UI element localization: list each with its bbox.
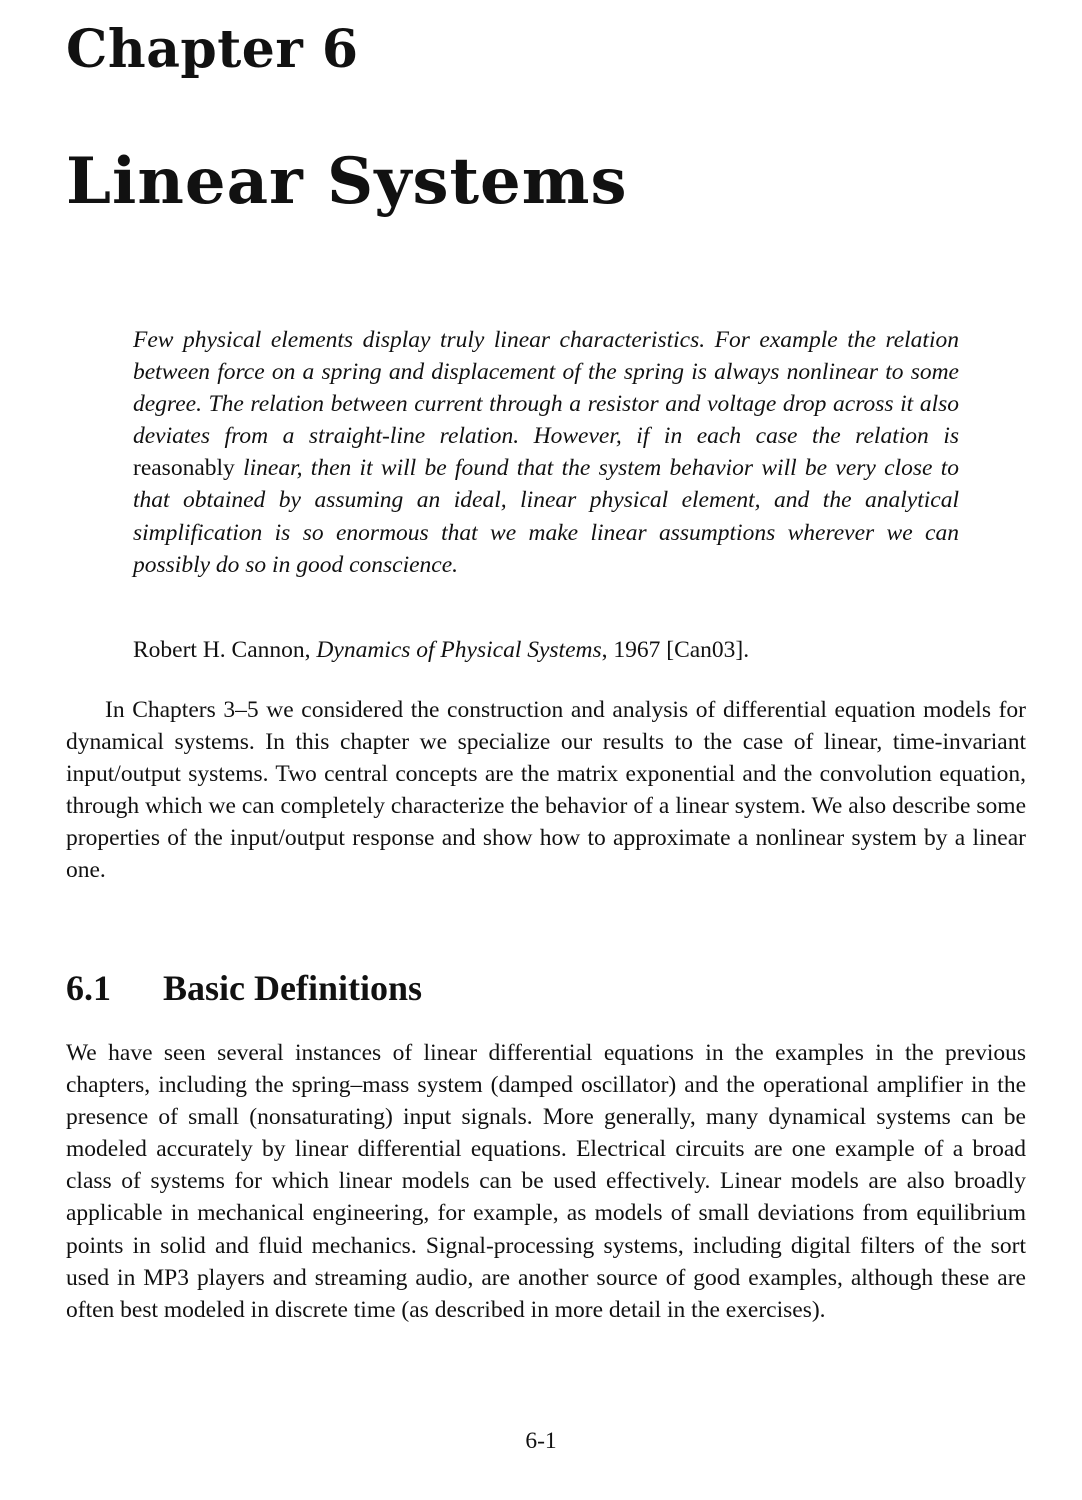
epigraph-text-1: Few physical elements display truly linear characteristics. For example the relation between force on a spring and displacement of the spring is always nonlinear to some degree. The relation between current through a resistor and voltage drop across it also deviates from a straight-line relation. However, if in each case the relation is: [133, 327, 959, 450]
attribution-author: Robert H. Cannon,: [133, 637, 317, 663]
section-number: 6.1: [66, 968, 111, 1008]
page-number: 6-1: [525, 1428, 557, 1454]
epigraph-quote: [133, 324, 959, 581]
section-heading: [66, 970, 422, 1006]
section-paragraph: We have seen several instances of linear differential equations in the examples in the previous chapters, including the spring–mass system (damped oscillator) and the operational amplifier in the presence of small (nonsaturating) input signals. More generally, many dynamical systems can be modeled accurately by linear differential equations. Electrical circuits are one example of a broad class of systems for which linear models can be used effectively. Linear models are also broadly applicable in mechanical engineering, for example, as models of small deviations from equilibrium points in solid and fluid mechanics. Signal-processing systems, including digital filters of the sort used in MP3 players and streaming audio, are another source of good examples, although these are often best modeled in discrete time (as described in more detail in the exercises).: [66, 1040, 1026, 1323]
epigraph-text-2: linear, then it will be found that the system behavior will be very close to that obtained by assuming an ideal, linear physical element, and the analytical simplification is so enormous that we make linear assumptions wherever we can possibly do so in good conscience.: [133, 455, 959, 578]
chapter-label: Chapter 6: [66, 19, 359, 80]
epigraph-attribution: [133, 634, 959, 666]
attribution-work: Dynamics of Physical Systems: [316, 637, 602, 663]
attribution-citation: , 1967 [Can03].: [601, 637, 750, 663]
chapter-title: Linear Systems: [66, 144, 628, 219]
section-title: Basic Definitions: [163, 968, 423, 1008]
epigraph-upright-word: reasonably: [133, 455, 235, 482]
intro-paragraph: In Chapters 3–5 we considered the construction and analysis of differential equation models for dynamical systems. In this chapter we specialize our results to the case of linear, time-invariant input/output systems. Two central concepts are the matrix exponential and the convolution equation, through which we can completely characterize the behavior of a linear system. We also describe some properties of the input/output response and show how to approximate a nonlinear system by a linear one.: [66, 697, 1026, 884]
